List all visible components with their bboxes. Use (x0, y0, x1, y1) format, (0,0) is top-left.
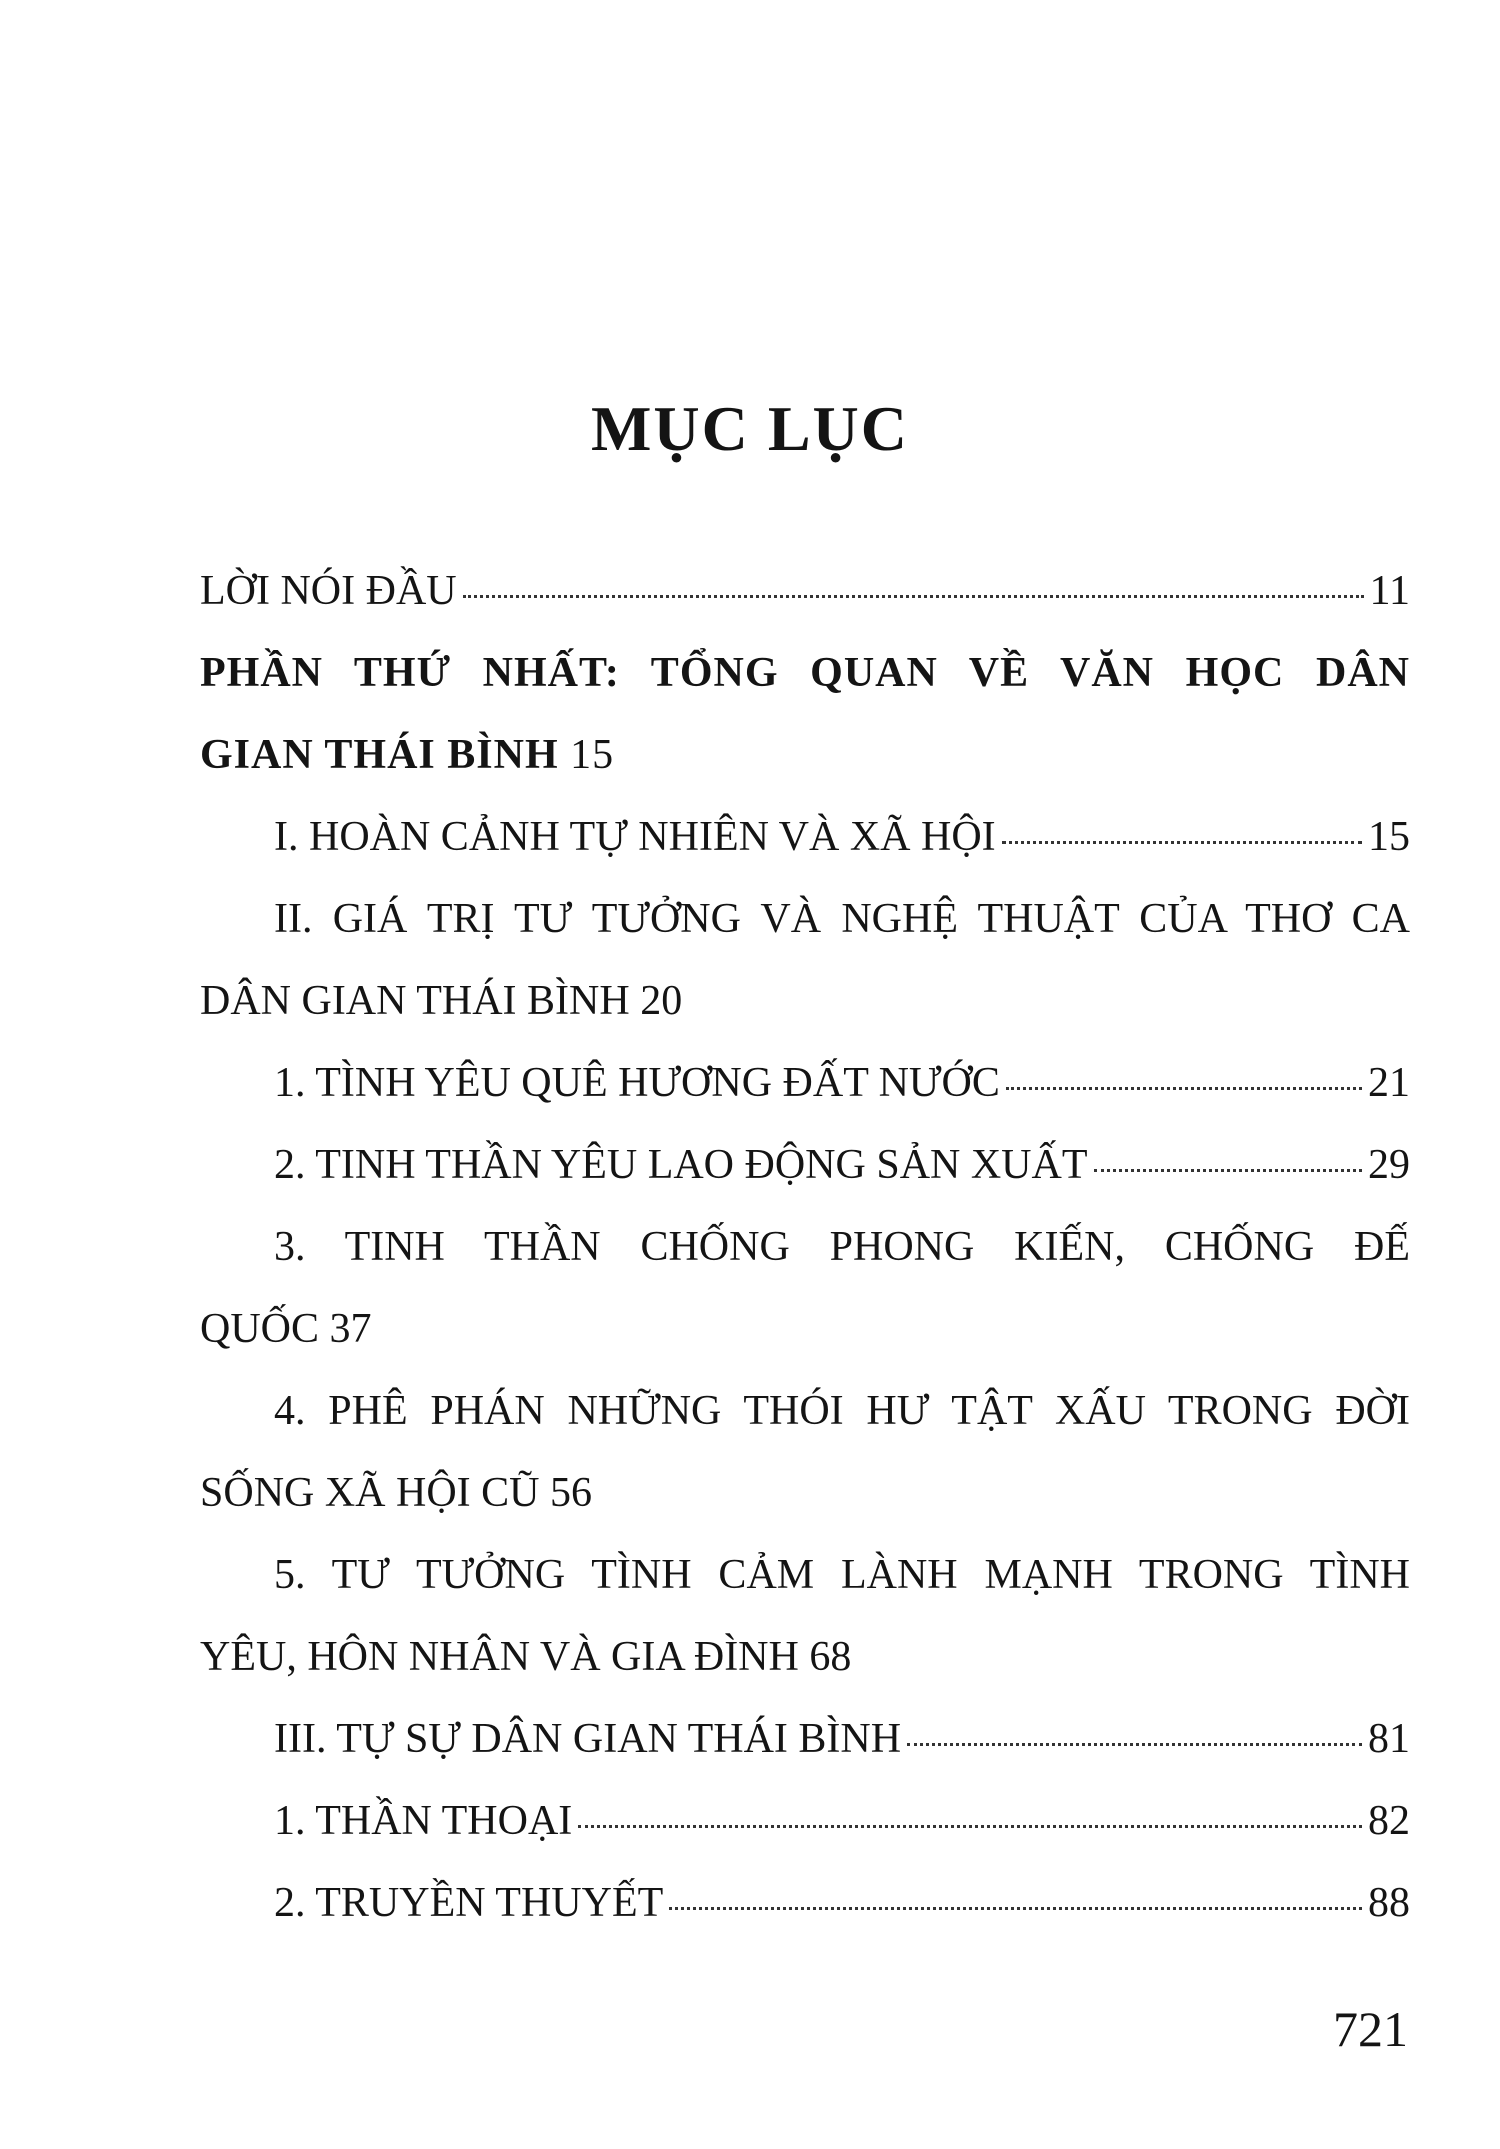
toc-entry-title: GIAN THÁI BÌNH (200, 732, 559, 778)
toc-entry-title: 2. TRUYỀN THUYẾT (274, 1880, 664, 1926)
page-number: 721 (1333, 2001, 1408, 2057)
toc-entry[interactable] (200, 1718, 1410, 1760)
toc-entry-title: SỐNG XÃ HỘI CŨ (200, 1470, 540, 1516)
toc-entry-page: 21 (1368, 1060, 1410, 1106)
toc-entry-title-line1: 4. PHÊ PHÁN NHỮNG THÓI HƯ TẬT XẤU TRONG ĐỜI (274, 1388, 1410, 1434)
dot-leader (1094, 1169, 1362, 1172)
toc-entry-page: 88 (1368, 1880, 1410, 1926)
dot-leader (1006, 1087, 1362, 1090)
toc-entry[interactable] (200, 1226, 1410, 1350)
toc-entry-title: YÊU, HÔN NHÂN VÀ GIA ĐÌNH (200, 1634, 799, 1680)
toc-entry-page: 11 (1369, 568, 1410, 614)
toc-entry-title: 2. TINH THẦN YÊU LAO ĐỘNG SẢN XUẤT (274, 1142, 1088, 1188)
toc-entry-page: 82 (1368, 1798, 1410, 1844)
toc-entry-page: 68 (809, 1634, 852, 1680)
toc-entry[interactable] (200, 1390, 1410, 1514)
toc-entry-title: 1. TÌNH YÊU QUÊ HƯƠNG ĐẤT NƯỚC (274, 1060, 1000, 1106)
toc-entry-page: 56 (550, 1470, 593, 1516)
toc-entry[interactable] (200, 1800, 1410, 1842)
toc-entry[interactable] (200, 1144, 1410, 1186)
toc-entry[interactable] (200, 816, 1410, 858)
toc-entry-title: 1. THẦN THOẠI (274, 1798, 573, 1844)
dot-leader (907, 1743, 1362, 1746)
toc-entry-title: LỜI NÓI ĐẦU (200, 568, 457, 614)
toc-entry[interactable] (200, 652, 1410, 776)
toc-entry-title: DÂN GIAN THÁI BÌNH (200, 978, 630, 1024)
toc-entry-page: 15 (1368, 814, 1410, 860)
toc-entry[interactable] (200, 1554, 1410, 1678)
table-of-contents (200, 570, 1410, 1964)
dot-leader (463, 595, 1364, 598)
dot-leader (1002, 841, 1362, 844)
toc-entry-title: QUỐC (200, 1306, 320, 1352)
page-title: MỤC LỤC (591, 393, 909, 464)
toc-entry-title-line1: PHẦN THỨ NHẤT: TỔNG QUAN VỀ VĂN HỌC DÂN (200, 650, 1410, 696)
toc-entry-title-line1: II. GIÁ TRỊ TƯ TƯỞNG VÀ NGHỆ THUẬT CỦA THƠ CA (274, 896, 1410, 942)
toc-entry[interactable] (200, 1882, 1410, 1924)
dot-leader (669, 1907, 1362, 1910)
toc-entry-page: 15 (570, 732, 615, 778)
toc-entry-title-line1: 3. TINH THẦN CHỐNG PHONG KIẾN, CHỐNG ĐẾ (274, 1224, 1410, 1270)
toc-entry-page: 37 (329, 1306, 372, 1352)
toc-entry[interactable] (200, 570, 1410, 612)
toc-entry-page: 81 (1368, 1716, 1410, 1762)
toc-entry[interactable] (200, 898, 1410, 1022)
toc-entry-page: 29 (1368, 1142, 1410, 1188)
toc-entry-page: 20 (640, 978, 683, 1024)
toc-entry-title-line1: 5. TƯ TƯỞNG TÌNH CẢM LÀNH MẠNH TRONG TÌNH (274, 1552, 1410, 1598)
toc-entry[interactable] (200, 1062, 1410, 1104)
toc-entry-title: I. HOÀN CẢNH TỰ NHIÊN VÀ XÃ HỘI (274, 814, 996, 860)
toc-entry-title: III. TỰ SỰ DÂN GIAN THÁI BÌNH (274, 1716, 902, 1762)
dot-leader (578, 1825, 1362, 1828)
